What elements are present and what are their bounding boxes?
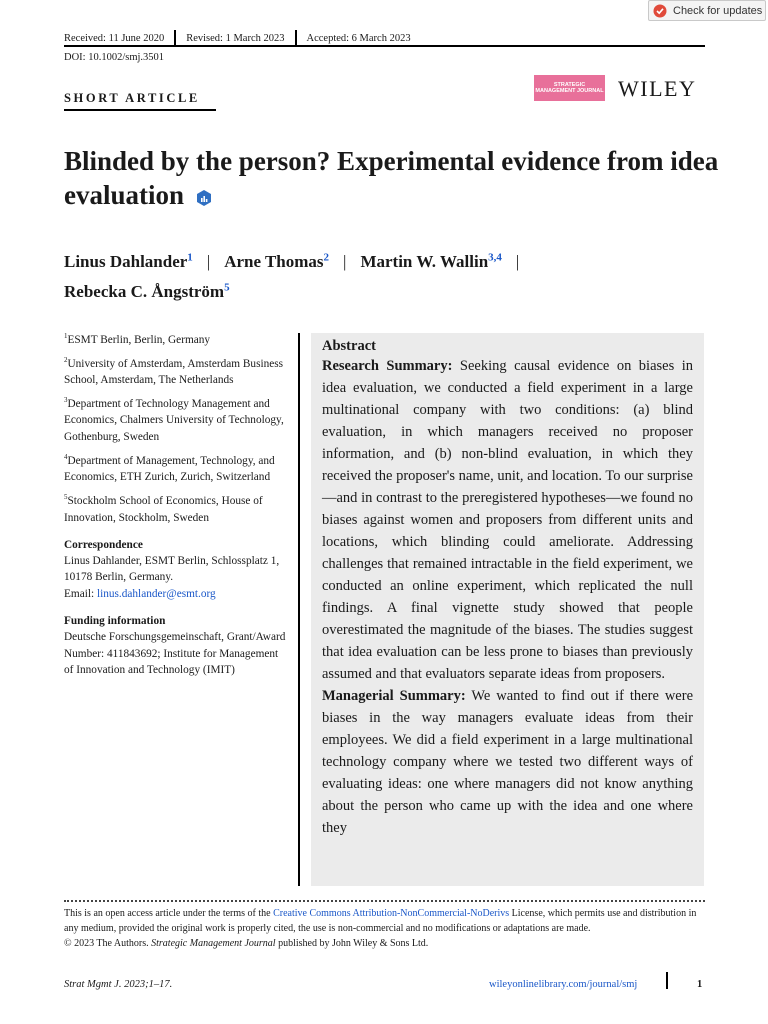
doi[interactable]: DOI: 10.1002/smj.3501 (64, 52, 165, 63)
author[interactable]: Linus Dahlander$^1$ (64, 251, 193, 271)
open-access-icon[interactable] (195, 189, 213, 207)
correspondence-email: Email: linus.dahlander@esmt.org (64, 587, 216, 600)
author[interactable]: Martin W. Wallin$^{3,4}$ (360, 251, 502, 271)
email-link[interactable]: linus.dahlander@esmt.org (96, 587, 216, 600)
check-for-updates-button[interactable] (648, 0, 766, 21)
accepted-date: Accepted: 6 March 2023 (306, 32, 411, 44)
affiliation: $^2$University of Amsterdam, Amsterdam Business School, Amsterdam, The Netherlands (64, 356, 284, 387)
abstract-heading: Abstract (322, 338, 376, 354)
license-text: This is an open access article under the terms of the Creative Commons Attribution-NonCommercial-NoDerivs License, which permits use and distribution in any medium, provided the original work is properly cited, the use is non-commercial and no modifications or adaptations are made. © 2023 The Authors. Strategic Management Journal published by John Wiley & Sons Ltd. (64, 908, 697, 949)
citation: Strat Mgmt J. 2023;1–17. (64, 979, 173, 990)
correspondence-address: Linus Dahlander, ESMT Berlin, Schlossplatz 1, 10178 Berlin, Germany. (64, 555, 280, 584)
article-type-rule (64, 109, 216, 111)
affiliation: $^1$ESMT Berlin, Berlin, Germany (64, 332, 211, 346)
abstract-box (311, 333, 704, 886)
research-summary: Research Summary: Seeking causal evidence on biases in idea evaluation, we conducted a field experiment in a large multinational company with two conditions: (a) blind evaluation, in which managers received no proposer information, and (b) non-blind evaluation, in which they received the proposer's name, unit, and location. To our surprise—and in contrast to the preregistered hypotheses—we found no biases against women and proposers from different units and locations, which blinding could ameliorate. Addressing challenges that remained intractable in the field experiment, we conducted an online experiment, which replicated the null findings. A final vignette study showed that people overestimated the magnitude of the biases. The studies suggest that idea evaluation can be less prone to biases than previously assumed and that evaluators separate ideas from proposers. (322, 358, 693, 682)
revised-date: Revised: 1 March 2023 (186, 32, 285, 44)
affiliation: $^4$Department of Management, Technology, and Economics, ETH Zurich, Zurich, Switzerland (64, 453, 275, 484)
received-date: Received: 11 June 2020 (64, 32, 165, 44)
author-list: Linus Dahlander$^1$ | Arne Thomas$^2$ | Martin W. Wallin$^{3,4}$ | Rebecka C. Ångström$^5$ (64, 251, 520, 302)
correspondence-heading: Correspondence (64, 538, 143, 551)
header-rule (64, 45, 705, 47)
article-title-text: Blinded by the person? Experimental evidence from idea evaluation (64, 146, 719, 210)
abstract-rule (298, 333, 300, 886)
publisher-logo: WILEY (618, 76, 697, 101)
managerial-summary: Managerial Summary: We wanted to find out if there were biases in the way managers evaluate ideas from their employees. We did a field experiment in a large multinational technology company where we tested two different ways of evaluating ideas: one where managers did not know anything about the person who came up with the idea and one where they (322, 688, 693, 836)
footer-divider (666, 972, 668, 989)
author[interactable]: Arne Thomas$^2$ (224, 251, 330, 271)
license-link[interactable]: Creative Commons Attribution-NonCommercial-NoDerivs (273, 908, 510, 919)
license-divider (64, 900, 705, 902)
article-type: SHORT ARTICLE (64, 91, 200, 105)
article-dates (64, 30, 411, 46)
divider (174, 30, 176, 46)
author[interactable]: Rebecka C. Ångström$^5$ (64, 281, 230, 302)
affiliation: $^5$Stockholm School of Economics, House of Innovation, Stockholm, Sweden (64, 493, 263, 524)
page-number: 1 (697, 979, 703, 990)
journal-logo: STRATEGIC MANAGEMENT JOURNAL (534, 75, 605, 101)
affiliation: $^3$Department of Technology Management and Economics, Chalmers University of Technology, Gothenburg, Sweden (64, 396, 284, 443)
article-title (64, 144, 724, 212)
check-updates-label: Check for updates (673, 4, 763, 17)
check-updates-icon (653, 4, 667, 18)
affiliations-column (64, 328, 290, 678)
divider (295, 30, 297, 46)
funding-text: Deutsche Forschungsgemeinschaft, Grant/Award Number: 411843692; Institute for Management of Innovation and Technology (IMIT) (64, 631, 286, 676)
funding-heading: Funding information (64, 614, 166, 627)
journal-url-link[interactable]: wileyonlinelibrary.com/journal/smj (489, 979, 638, 990)
